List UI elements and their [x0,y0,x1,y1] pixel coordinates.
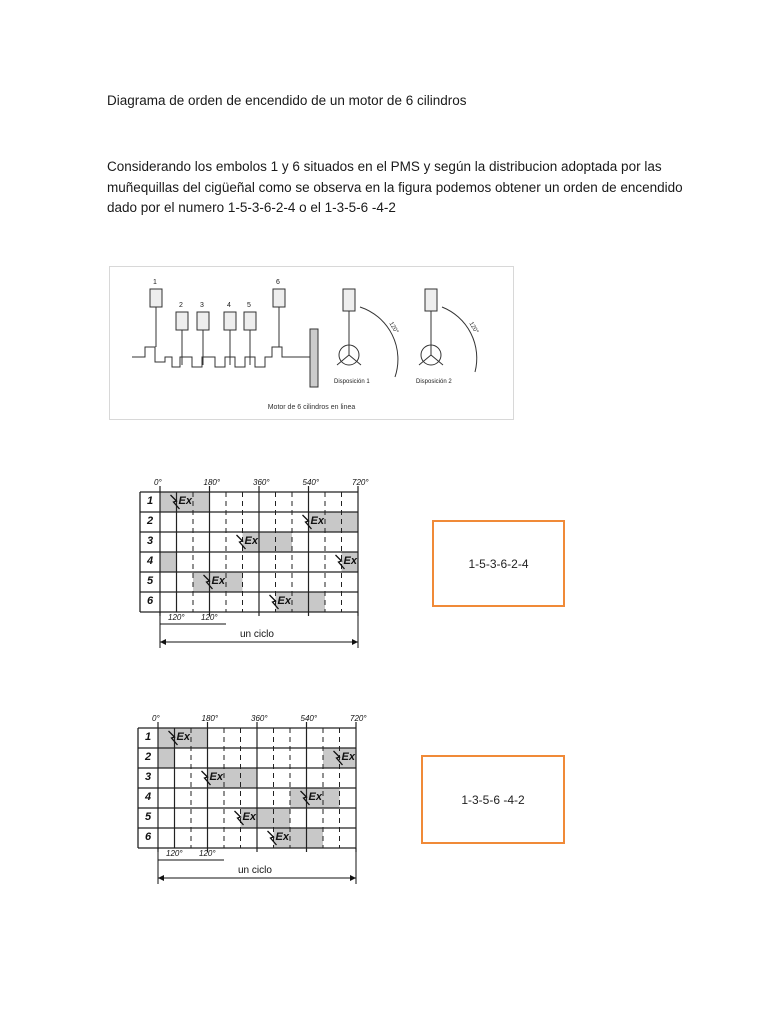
row-label: 2 [144,751,152,763]
ex-label: Ex [211,575,225,587]
shaded-cell [257,808,274,828]
body-paragraph [107,157,683,219]
row-label: 4 [144,791,152,803]
firing-order-diagram-2 [138,716,378,896]
paragraph-line: dado por el numero 1-5-3-6-2-4 o el 1-3-5-6 -4-2 [107,200,396,215]
shaded-cell [226,572,243,592]
arrow-head [160,639,166,645]
disposicion-2-label: Disposición 2 [416,379,452,385]
shaded-cell [292,592,309,612]
ex-label: Ex [275,831,289,843]
cylinder-number: 4 [227,302,231,309]
cycle-label: un ciclo [238,865,272,876]
disposicion-1-label: Disposición 1 [334,379,370,385]
degree-tick-label: 180° [203,478,221,487]
row-label: 5 [146,575,154,587]
ex-label: Ex [341,751,355,763]
firing-order-diagram-1 [140,480,380,660]
cylinder-number: 5 [247,302,251,309]
shaded-cell [290,828,307,848]
ex-label: Ex [178,495,192,507]
degree-tick-label: 720° [350,714,367,723]
shaded-cell [193,492,210,512]
cycle-label: un ciclo [240,629,274,640]
cylinder-number: 6 [276,279,280,286]
angle-label: 120° [387,321,399,335]
angle-label: 120° [467,321,479,335]
shaded-cell [158,748,175,768]
row-label: 3 [144,771,152,783]
degree-tick-label: 540° [302,478,320,487]
cylinder-number: 3 [200,302,204,309]
degree-tick-label: 360° [253,478,270,487]
row-label: 4 [146,555,154,567]
figure-caption: Motor de 6 cilindros en linea [267,404,356,411]
shaded-cell [276,532,293,552]
shaded-cell [307,828,324,848]
shaded-cell [259,532,276,552]
shaded-cell [160,552,177,572]
degree-tick-label: 0° [152,714,160,723]
row-label: 6 [146,595,154,607]
page-title: Diagrama de orden de encendido de un motor de 6 cilindros [107,93,467,108]
dimension-120-label: 120° [199,849,216,858]
arrow-head [158,875,164,881]
degree-tick-label: 540° [300,714,318,723]
row-label: 2 [146,515,154,527]
paragraph-line: Considerando los embolos 1 y 6 situados en el PMS y según la distribucion adoptada por las [107,159,662,174]
ex-label: Ex [244,535,258,547]
arrow-head [350,875,356,881]
dimension-120-label: 120° [201,613,218,622]
degree-tick-label: 0° [154,478,162,487]
paragraph-line: muñequillas del cigüeñal como se observa en la figura podemos obtener un orden de encendido [107,179,683,195]
ex-label: Ex [310,515,324,527]
degree-tick-label: 360° [251,714,268,723]
dimension-120-label: 120° [168,613,185,622]
row-label: 6 [144,831,152,843]
ex-label: Ex [176,731,190,743]
cylinder-number: 2 [179,302,183,309]
row-label: 1 [144,731,152,743]
ex-label: Ex [242,811,256,823]
ex-label: Ex [209,771,223,783]
shaded-cell [241,768,258,788]
firing-order-box-2: 1-3-5-6 -4-2 [421,755,565,844]
ex-label: Ex [277,595,291,607]
arrow-head [352,639,358,645]
shaded-cell [191,728,208,748]
row-label: 3 [146,535,154,547]
shaded-cell [309,592,326,612]
row-label: 1 [146,495,154,507]
shaded-cell [325,512,342,532]
crankshaft-drawing [110,267,513,419]
shaded-cell [323,788,340,808]
dimension-120-label: 120° [166,849,183,858]
cylinder-number: 1 [153,279,157,286]
shaded-cell [274,808,291,828]
degree-tick-label: 180° [201,714,219,723]
row-label: 5 [144,811,152,823]
ex-label: Ex [308,791,322,803]
ex-label: Ex [343,555,357,567]
shaded-cell [224,768,241,788]
firing-order-box-1: 1-5-3-6-2-4 [432,520,565,607]
shaded-cell [342,512,359,532]
degree-tick-label: 720° [352,478,369,487]
engine-figure [109,266,514,420]
